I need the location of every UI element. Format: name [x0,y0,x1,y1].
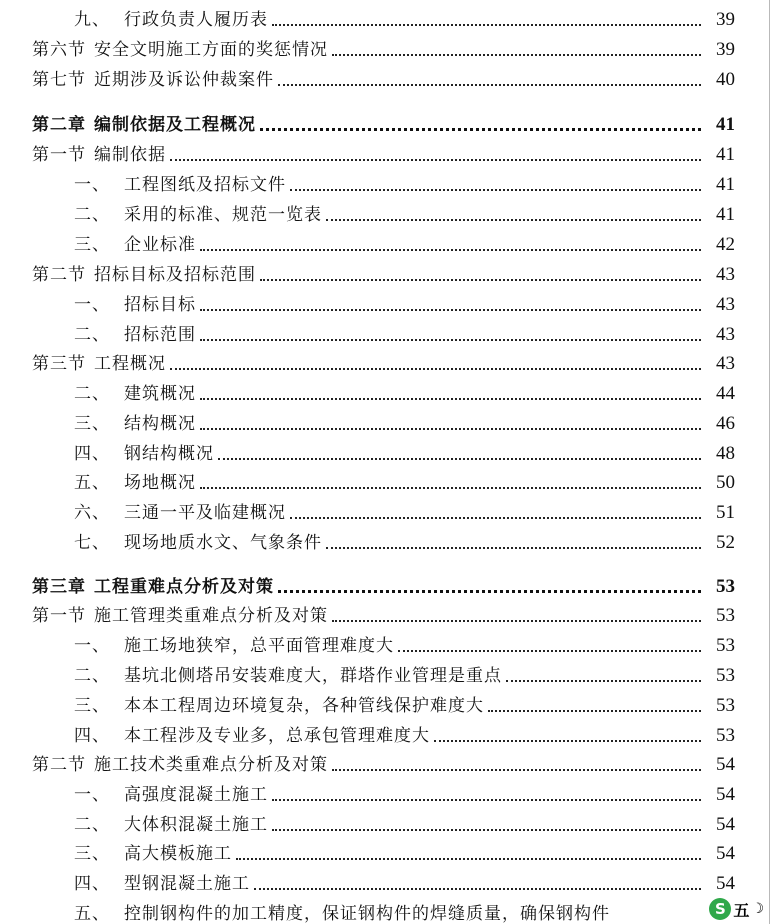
toc-title: 行政负责人履历表 [124,10,268,30]
toc-number: 四、 [74,726,110,746]
toc-entry[interactable] [0,344,769,374]
toc-number: 三、 [74,696,110,716]
toc-page-number: 54 [716,784,735,805]
leader-dots [326,219,701,221]
sogou-logo-icon[interactable]: S [709,898,731,920]
toc-number: 第三章 [32,577,86,597]
toc-page-number: 53 [716,605,735,626]
toc-title: 工程图纸及招标文件 [124,175,286,195]
toc-entry[interactable] [0,834,769,864]
toc-number: 第二节 [32,265,86,285]
toc-entry[interactable] [0,745,769,775]
toc-page-number: 54 [716,814,735,835]
toc-title: 控制钢构件的加工精度，保证钢构件的焊缝质量，确保钢构件 [124,904,610,924]
toc-number: 二、 [74,666,110,686]
toc-entry[interactable] [0,716,769,746]
leader-dots [488,710,701,712]
toc-number: 二、 [74,384,110,404]
toc-title: 招标目标 [124,295,196,315]
toc-entry[interactable] [0,523,769,553]
toc-title: 场地概况 [124,473,196,493]
leader-dots [260,279,701,281]
toc-page-number: 51 [716,502,735,523]
toc-number: 一、 [74,636,110,656]
toc-number: 四、 [74,444,110,464]
toc-title: 采用的标准、规范一览表 [124,205,322,225]
toc-title: 现场地质水文、气象条件 [124,533,322,553]
toc-page-number: 39 [716,39,735,60]
toc-entry[interactable] [0,315,769,345]
toc-number: 第二章 [32,115,86,135]
leader-dots [236,858,701,860]
toc-page-number: 53 [716,635,735,656]
toc-number: 九、 [74,10,110,30]
leader-dots [200,428,701,430]
toc-number: 七、 [74,533,110,553]
leader-dots [290,189,701,191]
leader-dots [170,159,701,161]
toc-page-number: 39 [716,9,735,30]
toc-page-number: 54 [716,843,735,864]
toc-title: 施工场地狭窄，总平面管理难度大 [124,636,394,656]
leader-dots [290,517,701,519]
leader-dots [332,54,701,56]
toc-number: 三、 [74,235,110,255]
toc-entry[interactable] [0,60,769,90]
toc-number: 一、 [74,785,110,805]
toc-page-number: 41 [716,204,735,225]
toc-page-number: 43 [716,324,735,345]
toc-entry[interactable] [0,285,769,315]
toc-page-number: 43 [716,353,735,374]
toc-number: 六、 [74,503,110,523]
toc-title: 基坑北侧塔吊安装难度大，群塔作业管理是重点 [124,666,502,686]
toc-title: 编制依据 [94,145,166,165]
toc-page-number: 43 [716,294,735,315]
toc-number: 五、 [74,473,110,493]
toc-page-number: 53 [716,576,735,597]
toc-page-number: 48 [716,443,735,464]
toc-number: 一、 [74,295,110,315]
leader-dots [272,829,701,831]
leader-dots [332,769,701,771]
toc-number: 第三节 [32,354,86,374]
toc-entry[interactable] [0,656,769,686]
toc-page-number: 46 [716,413,735,434]
leader-dots [260,128,701,131]
toc-page-number: 41 [716,114,735,135]
toc-title: 型钢混凝土施工 [124,874,250,894]
toc-number: 五、 [74,904,110,924]
leader-dots [434,740,701,742]
toc-entry[interactable] [0,225,769,255]
toc-entry[interactable] [0,894,769,924]
toc-number: 第一节 [32,606,86,626]
toc-page-number: 53 [716,695,735,716]
toc-chapter-entry[interactable] [0,567,769,597]
toc-page-number: 40 [716,69,735,90]
toc-title: 本工程涉及专业多，总承包管理难度大 [124,726,430,746]
toc-page-number: 43 [716,264,735,285]
toc-number: 第二节 [32,755,86,775]
toc-title: 安全文明施工方面的奖惩情况 [94,40,328,60]
toc-number: 第六节 [32,40,86,60]
toc-title: 招标目标及招标范围 [94,265,256,285]
toc-title: 近期涉及诉讼仲裁案件 [94,70,274,90]
toc-entry[interactable] [0,864,769,894]
leader-dots [326,547,701,549]
leader-dots [170,368,701,370]
toc-title: 高强度混凝土施工 [124,785,268,805]
toc-number: 四、 [74,874,110,894]
toc-title: 施工技术类重难点分析及对策 [94,755,328,775]
leader-dots [200,487,701,489]
toc-entry[interactable] [0,775,769,805]
toc-number: 三、 [74,414,110,434]
leader-dots [200,398,701,400]
leader-dots [218,458,701,460]
toc-entry[interactable] [0,805,769,835]
toc-entry[interactable] [0,135,769,165]
toc-page-number: 41 [716,174,735,195]
leader-dots [200,339,701,341]
toc-title: 高大模板施工 [124,844,232,864]
toc-title: 编制依据及工程概况 [94,115,256,135]
leader-dots [506,680,701,682]
toc-page-number: 54 [716,754,735,775]
toc-page-number: 42 [716,234,735,255]
toc-entry[interactable] [0,463,769,493]
toc-title: 招标范围 [124,325,196,345]
toc-entry[interactable] [0,626,769,656]
toc-page-number: 41 [716,144,735,165]
toc-title: 钢结构概况 [124,444,214,464]
toc-entry[interactable] [0,374,769,404]
toc-title: 结构概况 [124,414,196,434]
toc-number: 二、 [74,325,110,345]
toc-page-number: 53 [716,725,735,746]
toc-page-number: 44 [716,383,735,404]
toc-entry[interactable] [0,404,769,434]
toc-number: 二、 [74,205,110,225]
toc-number: 二、 [74,815,110,835]
toc-number: 三、 [74,844,110,864]
leader-dots [278,590,701,593]
toc-title: 大体积混凝土施工 [124,815,268,835]
moon-icon[interactable]: ☽ [751,901,764,917]
toc-page-number: 52 [716,532,735,553]
toc-entry[interactable] [0,30,769,60]
toc-entry[interactable] [0,596,769,626]
toc-entry[interactable] [0,165,769,195]
toc-page-number: 54 [716,873,735,894]
leader-dots [398,650,701,652]
leader-dots [200,309,701,311]
leader-dots [272,24,701,26]
toc-title: 工程概况 [94,354,166,374]
toc-title: 施工管理类重难点分析及对策 [94,606,328,626]
toc-entry[interactable] [0,493,769,523]
leader-dots [332,620,701,622]
toc-page-number: 50 [716,472,735,493]
toc-page-number: 53 [716,665,735,686]
ime-status-bar[interactable] [705,897,768,921]
toc-title: 三通一平及临建概况 [124,503,286,523]
ime-mode-indicator[interactable]: 五 [733,900,750,920]
leader-dots [254,888,701,890]
toc-number: 一、 [74,175,110,195]
toc-entry[interactable] [0,195,769,225]
leader-dots [278,84,701,86]
toc-chapter-entry[interactable] [0,105,769,135]
toc-title: 工程重难点分析及对策 [94,577,274,597]
toc-entry[interactable] [0,255,769,285]
toc-number: 第七节 [32,70,86,90]
toc-title: 企业标准 [124,235,196,255]
toc-entry[interactable] [0,0,769,30]
leader-dots [200,249,701,251]
toc-title: 建筑概况 [124,384,196,404]
toc-number: 第一节 [32,145,86,165]
toc-entry[interactable] [0,434,769,464]
leader-dots [272,799,701,801]
toc-title: 本本工程周边环境复杂，各种管线保护难度大 [124,696,484,716]
toc-entry[interactable] [0,686,769,716]
